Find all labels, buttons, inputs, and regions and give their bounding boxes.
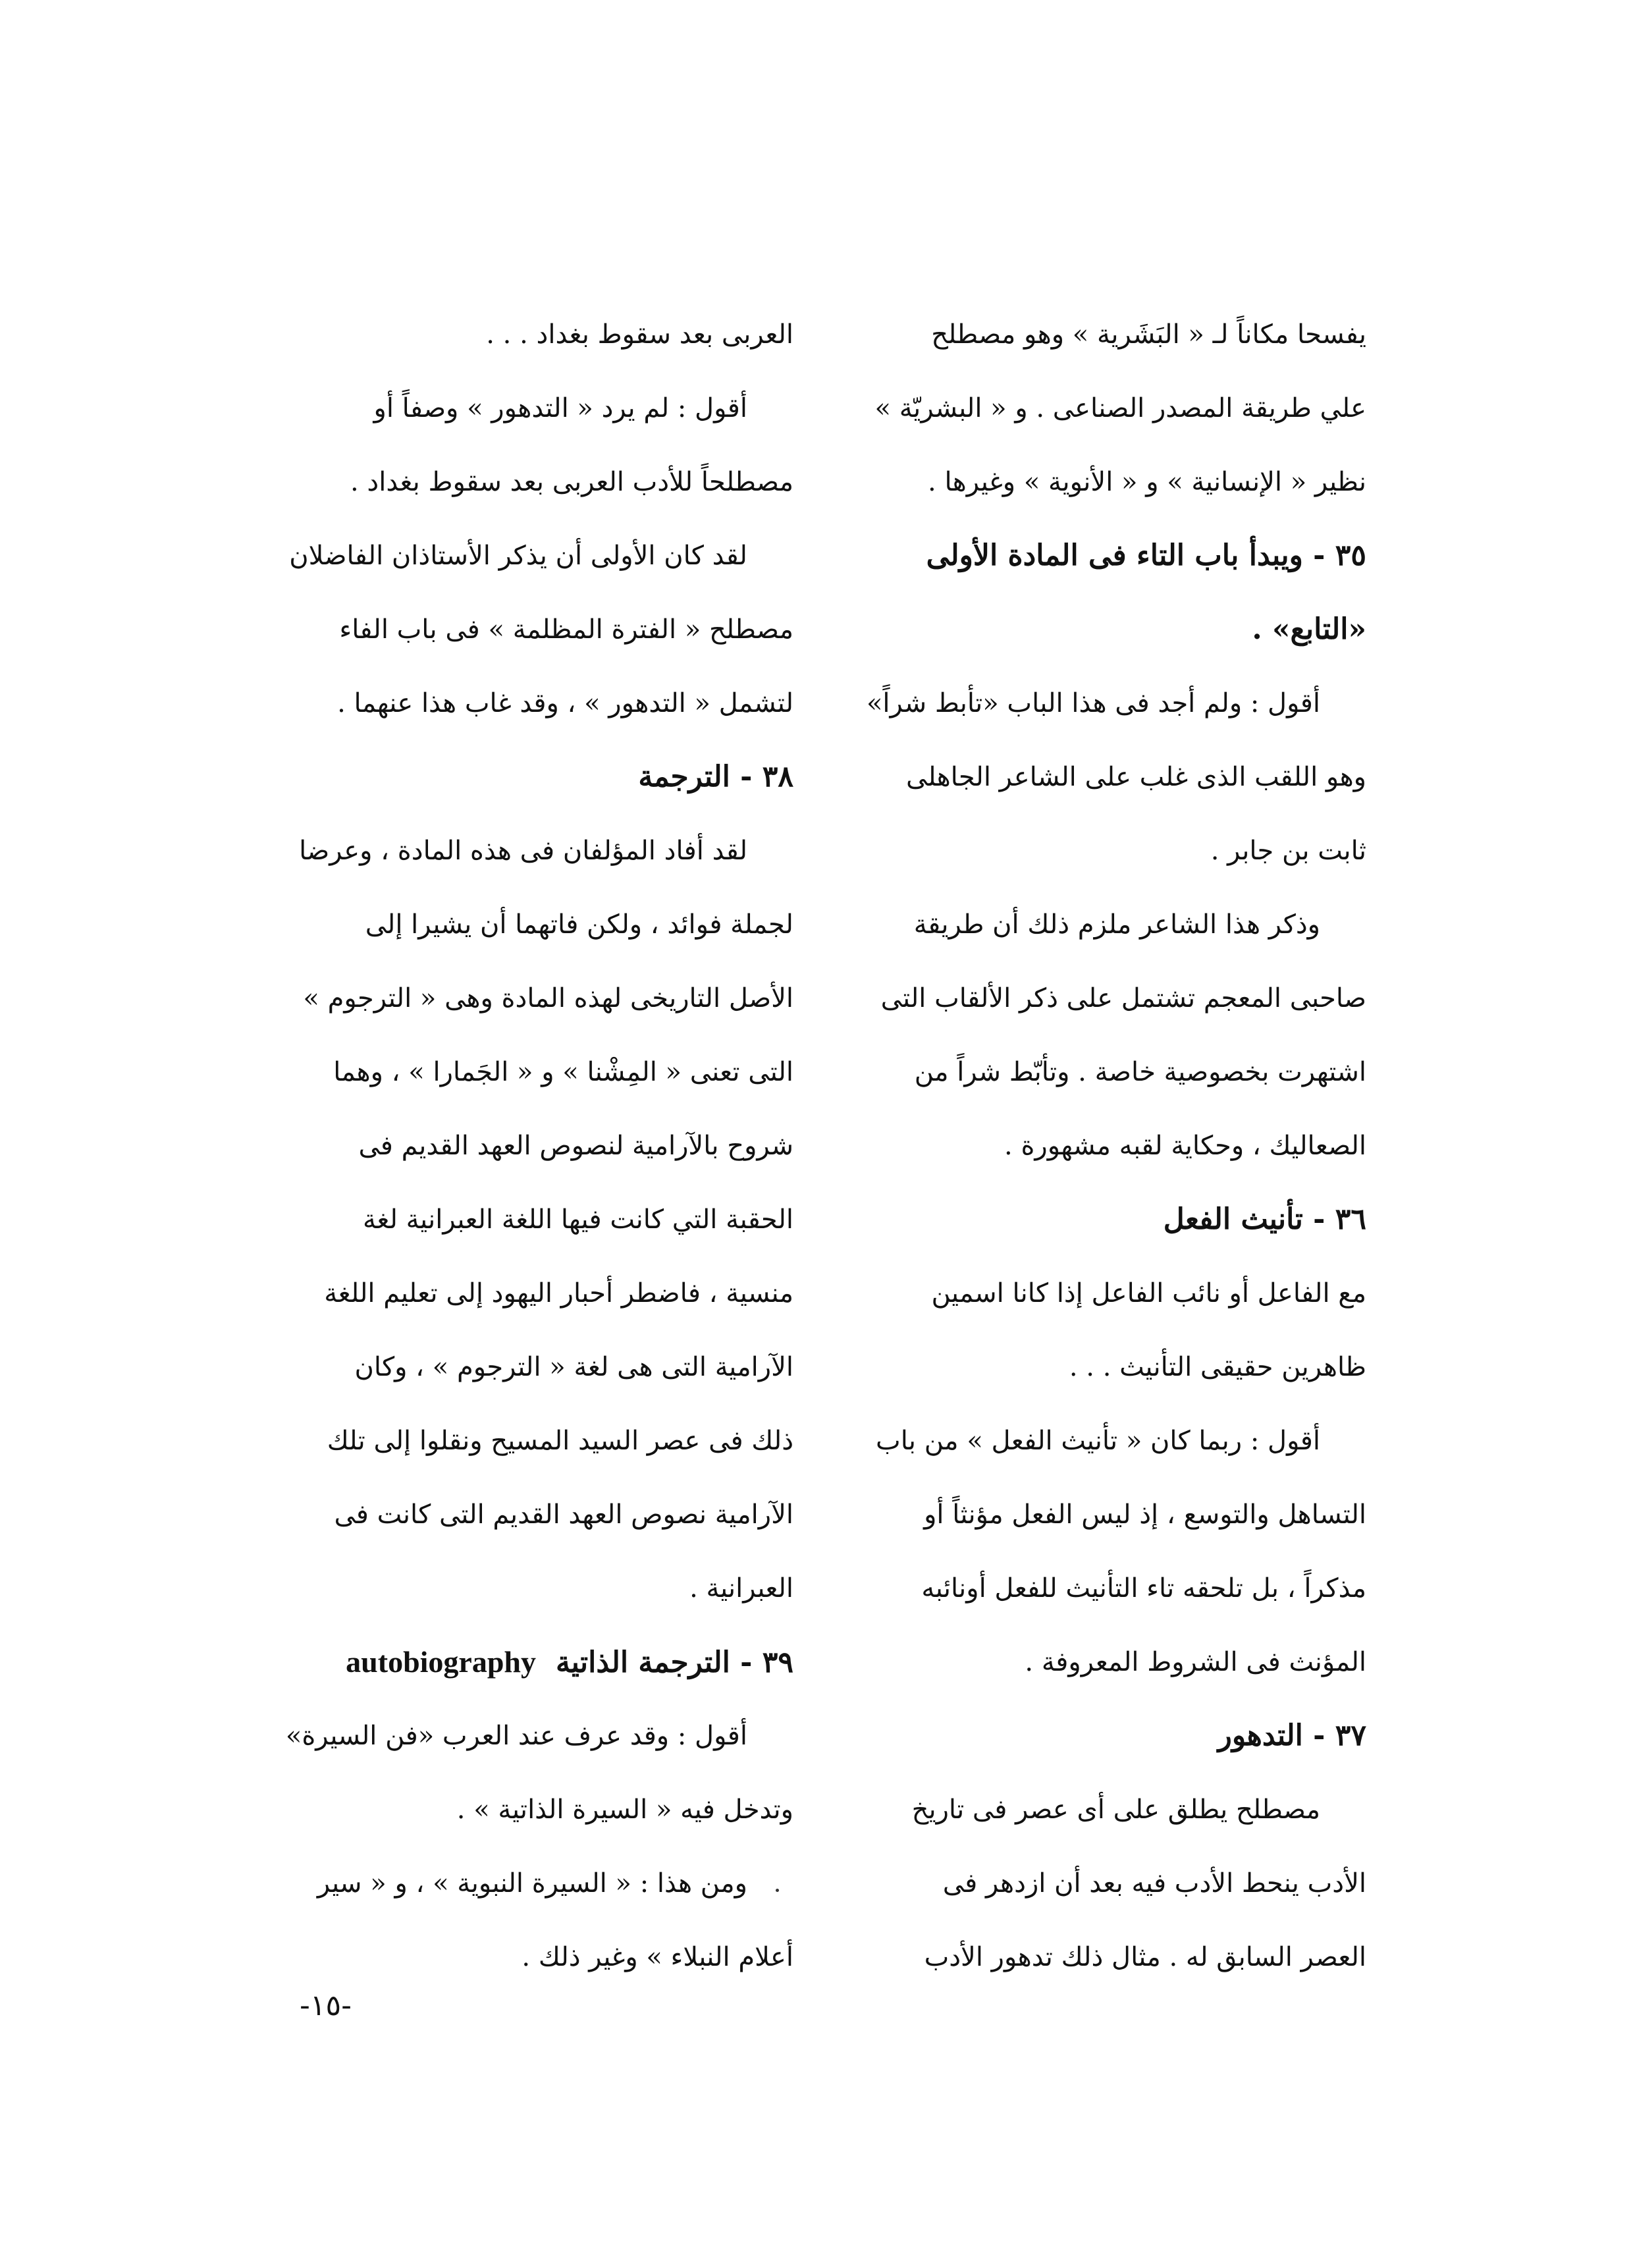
text-line: ذلك فى عصر السيد المسيح ونقلوا إلى تلك bbox=[327, 1426, 793, 1456]
text-line: العبرانية . bbox=[689, 1573, 793, 1604]
text-line: مع الفاعل أو نائب الفاعل إذا كانا اسمين bbox=[931, 1278, 1366, 1309]
text-line: مذكراً ، بل تلحقه تاء التأنيث للفعل أونائبه bbox=[921, 1573, 1366, 1604]
section-heading-37: ٣٧ - التدهور bbox=[1218, 1719, 1366, 1752]
page-number: -١٥- bbox=[300, 1989, 352, 2022]
text-line: مصطلحاً للأدب العربى بعد سقوط بغداد . bbox=[350, 467, 793, 497]
left-column bbox=[267, 298, 793, 1994]
text-line: العربى بعد سقوط بغداد . . . bbox=[486, 319, 793, 350]
text-line: التى تعنى « المِشْنا » و « الجَمارا » ، وهما bbox=[333, 1057, 793, 1087]
text-line: مصطلح يطلق على أى عصر فى تاريخ bbox=[911, 1795, 1320, 1825]
text-line: وذكر هذا الشاعر ملزم ذلك أن طريقة bbox=[913, 909, 1320, 940]
text-line: أقول : وقد عرف عند العرب «فن السيرة» bbox=[285, 1721, 747, 1751]
text-line: الأصل التاريخى لهذه المادة وهى « الترجوم » bbox=[303, 983, 793, 1013]
text-line: أقول : ولم أجد فى هذا الباب «تأبط شراً» bbox=[866, 688, 1320, 718]
text-line: الآرامية نصوص العهد القديم التى كانت فى bbox=[334, 1499, 793, 1530]
text-line: الحقبة التي كانت فيها اللغة العبرانية لغة bbox=[362, 1204, 793, 1235]
section-heading-35: ٣٥ - ويبدأ باب التاء فى المادة الأولى bbox=[926, 539, 1366, 572]
text-line: المؤنث فى الشروط المعروفة . bbox=[1025, 1647, 1366, 1677]
text-line: العصر السابق له . مثال ذلك تدهور الأدب bbox=[924, 1942, 1366, 1972]
text-line: مصطلح « الفترة المظلمة » فى باب الفاء bbox=[339, 614, 793, 645]
text-line: لقد كان الأولى أن يذكر الأستاذان الفاضلان bbox=[289, 541, 747, 571]
right-column bbox=[840, 298, 1366, 1994]
text-line: علي طريقة المصدر الصناعى . و « البشريّة » bbox=[874, 393, 1366, 423]
section-heading-39-english: autobiography bbox=[346, 1645, 537, 1679]
text-line: منسية ، فاضطر أحبار اليهود إلى تعليم اللغة bbox=[324, 1278, 793, 1309]
text-line: الأدب ينحط الأدب فيه بعد أن ازدهر فى bbox=[942, 1868, 1366, 1899]
text-line: وهو اللقب الذى غلب على الشاعر الجاهلى bbox=[905, 762, 1366, 792]
text-line: التساهل والتوسع ، إذ ليس الفعل مؤنثاً أو bbox=[924, 1499, 1366, 1530]
text-line: ومن هذا : « السيرة النبوية » ، و « سير bbox=[317, 1868, 747, 1899]
section-heading-39 bbox=[267, 1625, 793, 1699]
text-line: صاحبى المعجم تشتمل على ذكر الألقاب التى bbox=[880, 983, 1366, 1013]
text-line: الآرامية التى هى لغة « الترجوم » ، وكان bbox=[354, 1352, 793, 1382]
text-line: وتدخل فيه « السيرة الذاتية » . bbox=[456, 1795, 793, 1825]
section-heading-35-cont: «التابع» . bbox=[1252, 612, 1366, 646]
text-line: لجملة فوائد ، ولكن فاتهما أن يشيرا إلى bbox=[365, 909, 793, 940]
text-line: لتشمل « التدهور » ، وقد غاب هذا عنهما . bbox=[337, 688, 793, 718]
section-heading-36: ٣٦ - تأنيث الفعل bbox=[1163, 1202, 1366, 1236]
text-line: أعلام النبلاء » وغير ذلك . bbox=[522, 1942, 793, 1972]
text-line: أقول : ربما كان « تأنيث الفعل » من باب bbox=[876, 1426, 1320, 1456]
text-line: ظاهرين حقيقى التأنيث . . . bbox=[1069, 1352, 1366, 1382]
stray-mark bbox=[776, 1889, 779, 1892]
text-line: ثابت بن جابر . bbox=[1210, 836, 1366, 866]
section-heading-39-arabic: ٣٩ - الترجمة الذاتية bbox=[556, 1646, 793, 1679]
text-line: أقول : لم يرد « التدهور » وصفاً أو bbox=[373, 393, 747, 423]
text-line: شروح بالآرامية لنصوص العهد القديم فى bbox=[358, 1131, 793, 1161]
text-line: اشتهرت بخصوصية خاصة . وتأبّط شراً من bbox=[914, 1057, 1366, 1087]
text-line: لقد أفاد المؤلفان فى هذه المادة ، وعرضا bbox=[299, 836, 747, 866]
text-line: يفسحا مكاناً لـ « البَشَرية » وهو مصطلح bbox=[931, 319, 1366, 350]
text-line: نظير « الإنسانية » و « الأنوية » وغيرها . bbox=[928, 467, 1366, 497]
text-line: الصعاليك ، وحكاية لقبه مشهورة . bbox=[1004, 1131, 1366, 1161]
section-heading-38: ٣٨ - الترجمة bbox=[638, 760, 793, 794]
